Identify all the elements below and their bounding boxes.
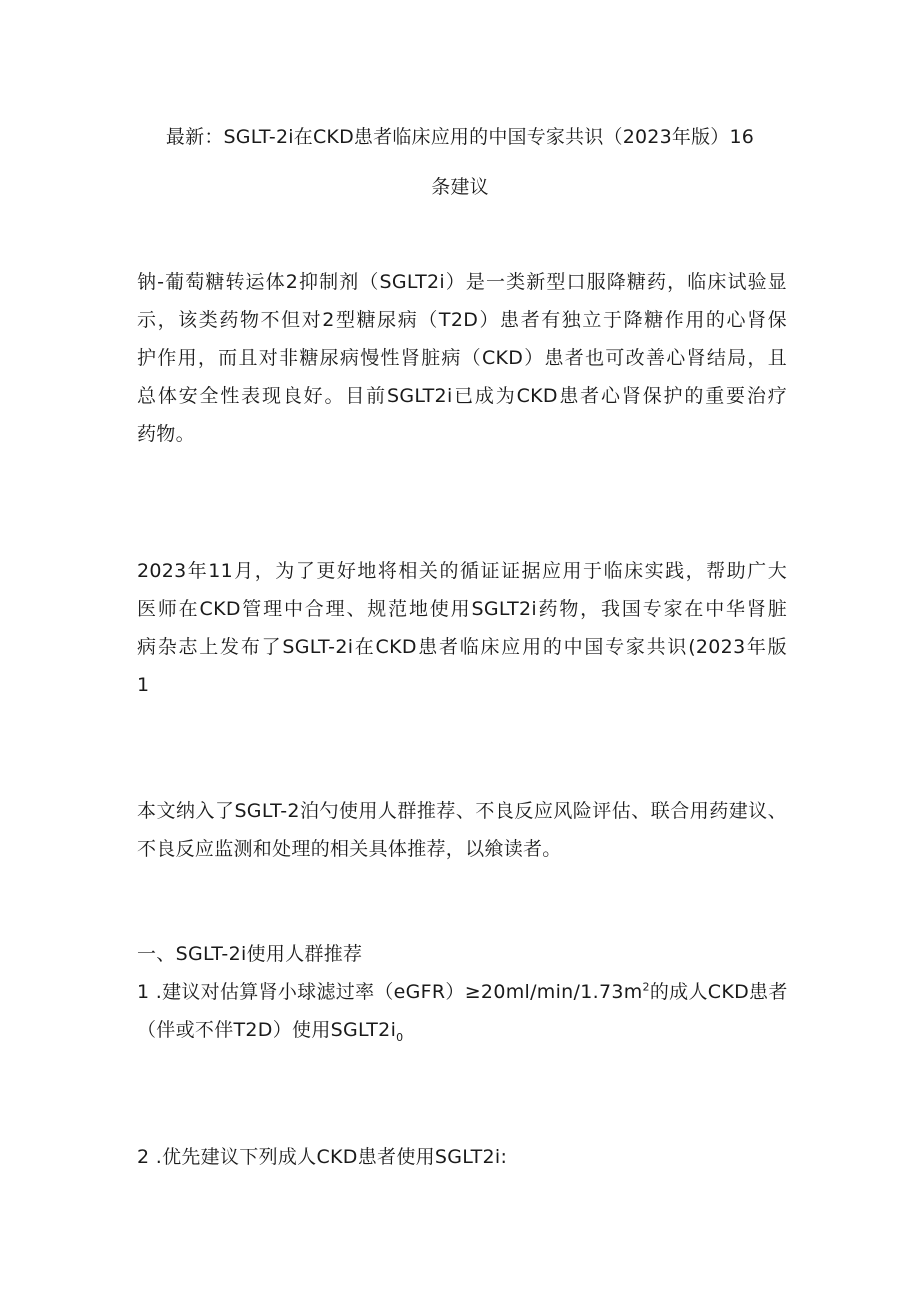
recommendation-2-line: 2 .优先建议下列成人CKD患者使用SGLT2i: xyxy=(137,1146,508,1168)
paragraph-line: 钠-葡萄糖转运体2抑制剂（SGLT2i）是一类新型口服降糖药，临床试验显 xyxy=(137,271,787,293)
paragraph-line: 医师在CKD管理中合理、规范地使用SGLT2i药物，我国专家在中华肾脏 xyxy=(137,598,787,620)
document-title xyxy=(130,112,790,212)
paragraph-line: 示，该类药物不但对2型糖尿病（T2D）患者有独立于降糖作用的心肾保 xyxy=(137,309,787,331)
section-heading: 一、SGLT-2i使用人群推荐 xyxy=(137,943,363,965)
background-paragraph xyxy=(137,552,787,704)
superscript: 2 xyxy=(642,980,650,994)
paragraph-line: 2023年11月，为了更好地将相关的循证证据应用于临床实践，帮助广大 xyxy=(137,560,787,582)
paragraph-line: 药物。 xyxy=(137,423,195,445)
paragraph-line: 护作用，而且对非糖尿病慢性肾脏病（CKD）患者也可改善心肾结局，且 xyxy=(137,347,787,369)
subscript: 0 xyxy=(396,1030,404,1044)
rec1-text-2: （伴或不伴T2D）使用SGLT2i xyxy=(137,1019,397,1041)
title-line-1: 最新：SGLT-2i在CKD患者临床应用的中国专家共识（2023年版）16 xyxy=(165,126,755,148)
title-line-2: 条建议 xyxy=(431,176,489,198)
paragraph-line: 病杂志上发布了SGLT-2i在CKD患者临床应用的中国专家共识(2023年版 xyxy=(137,636,787,658)
rec1-text-suffix: 的成人CKD患者 xyxy=(649,981,788,1003)
section-1 xyxy=(137,935,787,1049)
recommendation-1-line-1 xyxy=(137,973,787,1011)
recommendation-2 xyxy=(137,1138,787,1176)
paragraph-line: 总体安全性表现良好。目前SGLT2i已成为CKD患者心肾保护的重要治疗 xyxy=(137,385,787,407)
paragraph-line: 本文纳入了SGLT-2泊勺使用人群推荐、不良反应风险评估、联合用药建议、 xyxy=(137,800,787,822)
paragraph-line: 不良反应监测和处理的相关具体推荐，以飨读者。 xyxy=(137,838,562,860)
intro-paragraph xyxy=(137,263,787,453)
recommendation-1-line-2 xyxy=(137,1011,787,1049)
rec1-text: 1 .建议对估算肾小球滤过率（eGFR）≥20ml/min/1.73m xyxy=(137,981,643,1003)
scope-paragraph xyxy=(137,792,787,868)
paragraph-line: 1 xyxy=(137,674,150,696)
